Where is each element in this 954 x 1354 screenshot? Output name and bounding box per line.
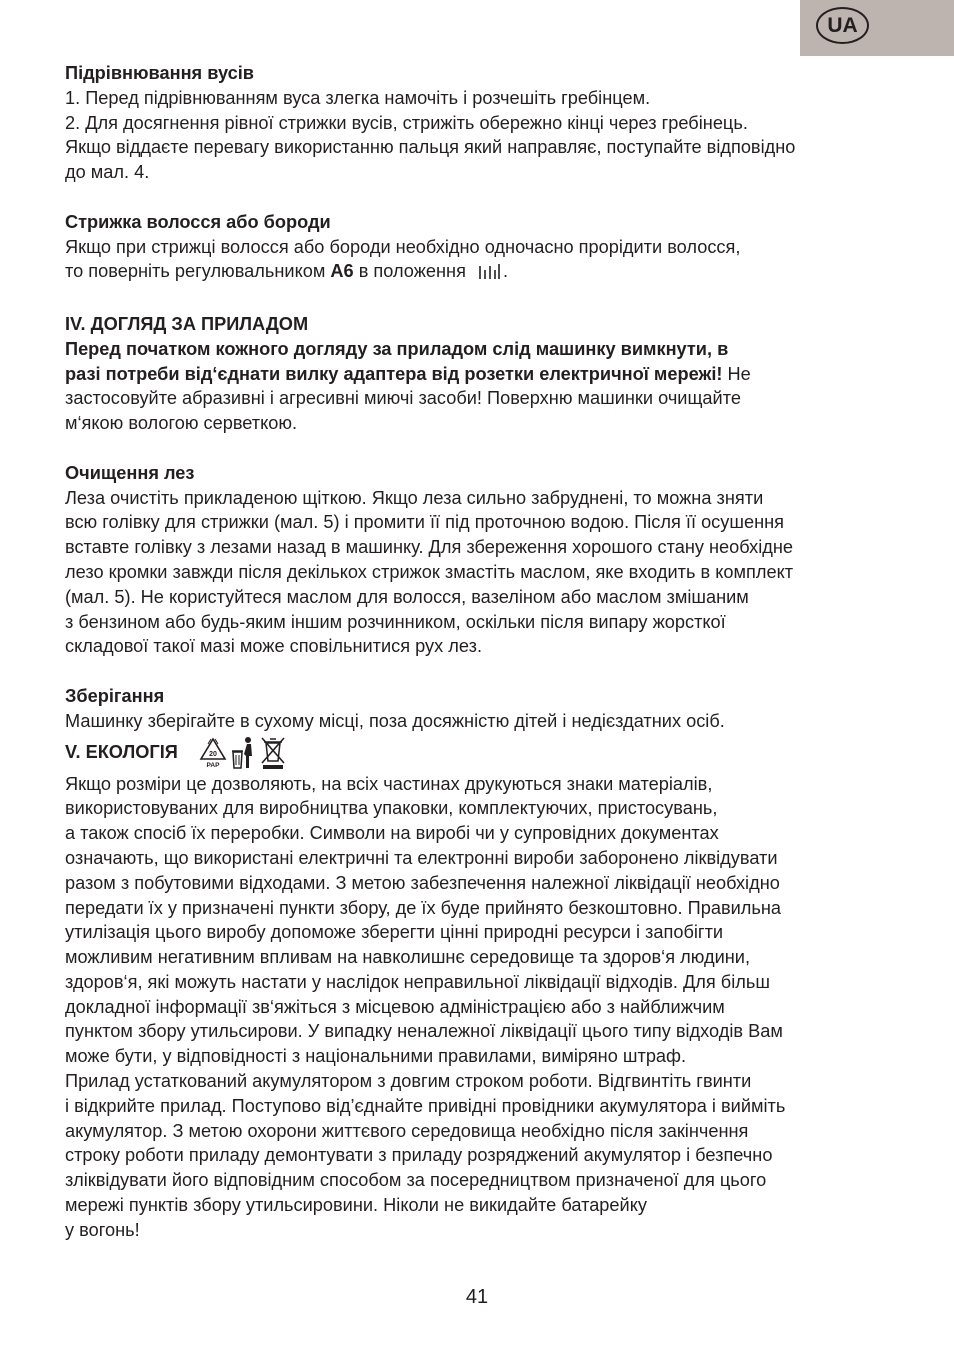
section-heading-care: IV. ДОГЛЯД ЗА ПРИЛАДОМ: [65, 313, 309, 334]
regulator-label: A6: [330, 261, 354, 282]
paragraph-line: складової такої мазі може сповільнитися рух лез.: [65, 636, 483, 657]
svg-text:PAP: PAP: [206, 761, 220, 769]
thinning-position-icon: [478, 262, 500, 287]
paragraph-line: акумулятор. З метою охорони життєвого середовища необхідно після закінчення: [65, 1120, 749, 1141]
paragraph-line: може бути, у відповідності з національними правилами, виміряно штраф.: [65, 1046, 687, 1067]
paragraph-line: [65, 362, 895, 387]
paragraph-line: разом з побутовими відходами. З метою забезпечення належної ліквідації необхідно: [65, 872, 780, 893]
section-heading-blade-cleaning: Очищення лез: [65, 462, 195, 483]
language-badge: UA: [816, 7, 869, 44]
warning-line: Перед початком кожного догляду за приладом слід машинку вимкнути, в: [65, 338, 729, 359]
paragraph-line: вставте голівку з лезами назад в машинку. Для збереження хорошого стану необхідне: [65, 537, 794, 558]
paragraph-line: мережі пунктів збору утильсировини. Ніколи не викидайте батарейку: [65, 1195, 647, 1216]
paragraph-line: означають, що використані електричні та електронні вироби заборонено ліквідувати: [65, 847, 778, 868]
paragraph-line: м‘якою вологою серветкою.: [65, 413, 298, 434]
paragraph-line: всю голівку для стрижки (мал. 5) і промити її під проточною водою. Після її осушення: [65, 512, 785, 533]
ecology-heading-row: [65, 734, 895, 772]
paragraph-line: можливим негативним впливам на навколишнє середовище та здоров‘я людини,: [65, 947, 751, 968]
weee-crossed-bin-icon: [260, 736, 286, 770]
section-heading-ecology: V. ЕКОЛОГІЯ: [65, 742, 178, 763]
paragraph-line: 2. Для досягнення рівної стрижки вусів, стрижіть обережно кінці через гребінець.: [65, 112, 748, 133]
paragraph-line: у вогонь!: [65, 1219, 140, 1240]
paragraph-line: з бензином або будь-яким іншим розчинником, оскільки після випару жорсткої: [65, 611, 726, 632]
text-run: то поверніть регулювальником: [65, 261, 331, 282]
language-tab: [800, 0, 954, 56]
paragraph-line: використовуваних для виробництва упаковки, комплектуючих, пристосувань,: [65, 798, 718, 819]
text-run: .: [502, 261, 508, 282]
paragraph-line: передати їх у призначені пункти збору, де їх буде прийнято безкоштовно. Правильна: [65, 897, 782, 918]
paragraph-line: докладної інформації зв‘яжіться з місцевою адміністрацією або з найближчим: [65, 996, 725, 1017]
paragraph-line: лезо кромки завжди після декількох стрижок змастіть маслом, яке входить в комплект: [65, 561, 794, 582]
paragraph-line: Якщо віддаєте перевагу використанню пальця який направляє, поступайте відповідно: [65, 137, 796, 158]
section-heading-storage: Зберігання: [65, 685, 165, 706]
paragraph-line: Машинку зберігайте в сухому місці, поза досяжністю дітей і недієздатних осіб.: [65, 710, 725, 731]
paragraph-line: (мал. 5). Не користуйтеся маслом для волосся, вазеліном або маслом змішаним: [65, 586, 749, 607]
paragraph-line: Якщо при стрижці волосся або бороди необхідно одночасно прорідити волосся,: [65, 236, 741, 257]
ecology-icons: [198, 736, 286, 770]
paragraph-line: строку роботи приладу демонтувати з приладу розряджений акумулятор і безпечно: [65, 1145, 773, 1166]
text-run: в положення: [353, 261, 466, 282]
recycle-pap-icon: [198, 736, 228, 770]
page-content: [65, 61, 895, 1243]
paragraph-line: [65, 259, 895, 287]
paragraph-line: і відкрийте прилад. Поступово від’єднайте привідні провідники акумулятора і вийміть: [65, 1095, 786, 1116]
paragraph-line: Якщо розміри це дозволяють, на всіх частинах друкуються знаки матеріалів,: [65, 773, 713, 794]
svg-text:20: 20: [208, 750, 217, 758]
section-heading-hair-beard: Стрижка волосся або бороди: [65, 211, 331, 232]
tidyman-icon: [230, 736, 258, 770]
section-heading-mustache: Підрівнювання вусів: [65, 63, 254, 83]
paragraph-line: зліквідувати його відповідним способом за посередництвом призначеної для цього: [65, 1170, 767, 1191]
paragraph-line: здоров‘я, які можуть настати у наслідок неправильної ліквідації відходів. Для більш: [65, 971, 770, 992]
paragraph-line: Леза очистіть прикладеною щіткою. Якщо леза сильно забруднені, то можна зняти: [65, 487, 764, 508]
page-number: 41: [465, 1286, 489, 1308]
paragraph-line: утилізація цього виробу допоможе зберегти цінні природні ресурси і запобігти: [65, 922, 724, 943]
paragraph-line: застосовуйте абразивні і агресивні миючі засоби! Поверхню машинки очищайте: [65, 388, 741, 409]
warning-run: разі потреби від‘єднати вилку адаптера від розетки електричної мережі!: [65, 363, 723, 384]
paragraph-line: до мал. 4.: [65, 162, 150, 183]
text-run: Не: [722, 363, 751, 384]
paragraph-line: 1. Перед підрівнюванням вуса злегка намочіть і розчешіть гребінцем.: [65, 87, 651, 108]
paragraph-line: а також спосіб їх переробки. Символи на виробі чи у супровідних документах: [65, 823, 719, 844]
paragraph-line: Прилад устаткований акумулятором з довгим строком роботи. Відгвинтіть гвинти: [65, 1071, 752, 1092]
paragraph-line: пунктом збору утильсирови. У випадку неналежної ліквідації цього типу відходів Вам: [65, 1021, 783, 1042]
